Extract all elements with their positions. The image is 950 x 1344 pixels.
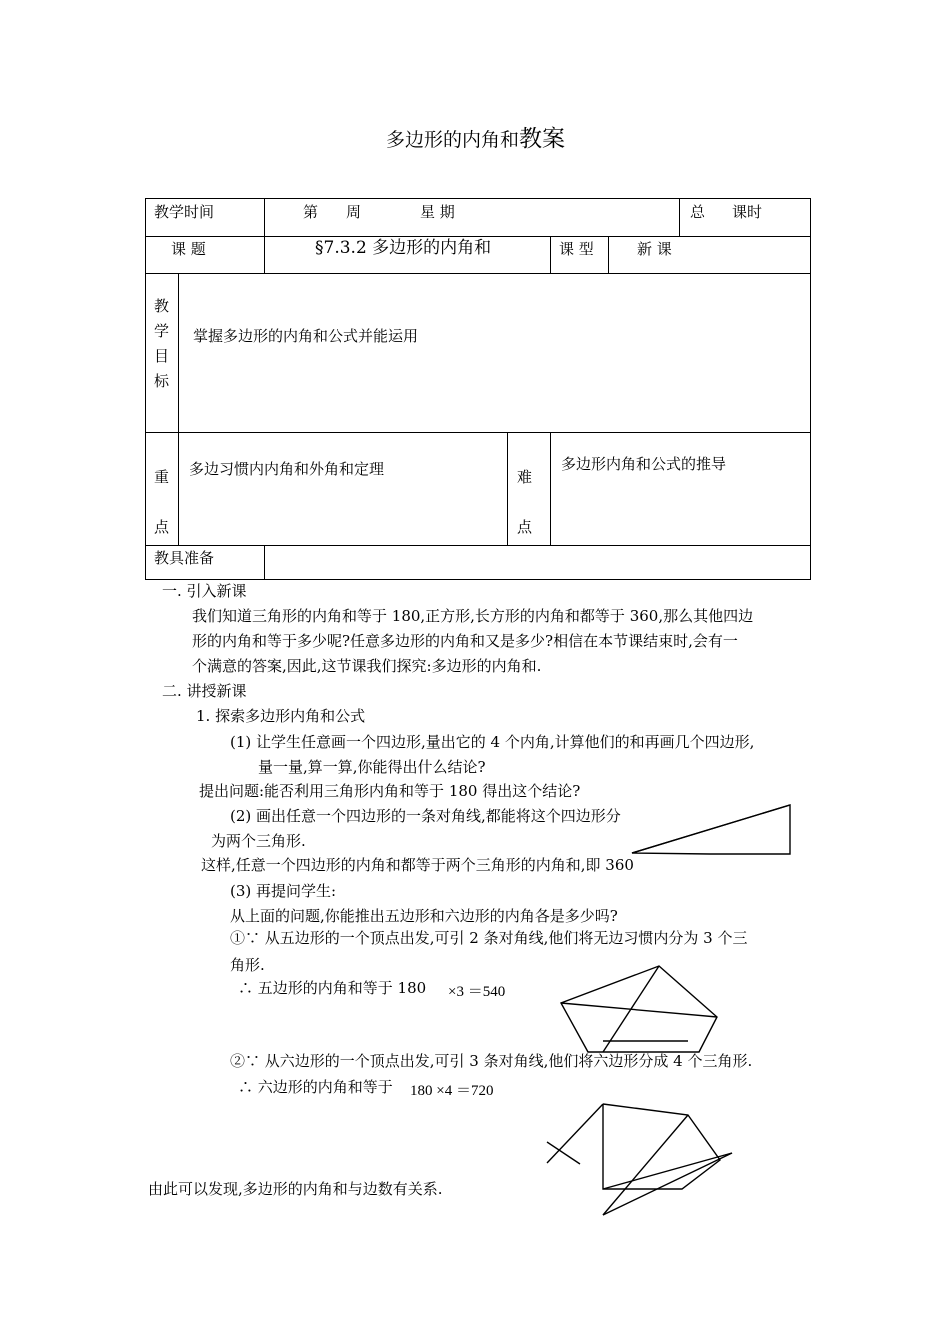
section-1-heading: 一. 引入新课 — [162, 582, 247, 600]
hard-value: 多边形内角和公式的推导 — [561, 455, 727, 473]
week-unit: 周 — [346, 203, 362, 221]
hexagon-line: ②∵ 从六边形的一个顶点出发,可引 3 条对角线,他们将六边形分成 4 个三角形. — [230, 1052, 753, 1070]
goal-label: 教 学 目 标 — [154, 297, 170, 390]
key-label: 重 点 — [154, 468, 170, 536]
question-2-line-1: (2) 画出任意一个四边形的一条对角线,都能将这个四边形分 — [230, 807, 621, 825]
type-value: 新 课 — [637, 240, 672, 258]
hexagon-formula: 180 ×4 ＝720 — [410, 1083, 494, 1099]
total-label: 总 — [690, 203, 706, 221]
question-3: (3) 再提问学生: — [230, 882, 337, 900]
weekday-label: 星 期 — [420, 203, 455, 221]
key-value: 多边习惯内内角和外角和定理 — [189, 460, 385, 478]
type-label: 课 型 — [559, 240, 594, 258]
hexagon-left-edge — [547, 1104, 603, 1163]
question-3-ask: 从上面的问题,你能推出五边形和六边形的内角各是多少吗? — [230, 907, 618, 925]
quadrilateral-conclusion: 这样,任意一个四边形的内角和都等于两个三角形的内角和,即 360 — [201, 856, 634, 874]
pentagon-line-2: 角形. — [230, 956, 265, 974]
pentagon-result: ∴ 五边形的内角和等于 180 — [238, 979, 427, 997]
section-1-line-1: 我们知道三角形的内角和等于 180,正方形,长方形的内角和都等于 360,那么其他四边 — [192, 607, 754, 625]
hard-label: 难 点 — [517, 468, 533, 536]
pentagon-line-1: ①∵ 从五边形的一个顶点出发,可引 2 条对角线,他们将无边习惯内分为 3 个三 — [230, 929, 748, 947]
week-label: 第 — [303, 203, 319, 221]
ask-question: 提出问题:能否利用三角形内角和等于 180 得出这个结论? — [199, 782, 581, 800]
time-label: 教学时间 — [154, 203, 215, 221]
question-1-line-2: 量一量,算一算,你能得出什么结论? — [258, 758, 486, 776]
tools-label: 教具准备 — [154, 549, 215, 567]
section-2-heading: 二. 讲授新课 — [162, 682, 247, 700]
pentagon-formula: ×3 ＝540 — [448, 984, 506, 1000]
title-suffix: 教案 — [519, 126, 566, 152]
question-1-line-1: (1) 让学生任意画一个四边形,量出它的 4 个内角,计算他们的和再画几个四边形, — [230, 733, 755, 751]
section-1-line-2: 形的内角和等于多少呢?任意多边形的内角和又是多少?相信在本节课结束时,会有一 — [192, 632, 738, 650]
title-main: 多边形的内角和 — [386, 129, 520, 151]
goal-value: 掌握多边形的内角和公式并能运用 — [193, 327, 419, 345]
hexagon-result: ∴ 六边形的内角和等于 — [238, 1078, 393, 1096]
lessons-label: 课时 — [732, 203, 763, 221]
section-1-line-3: 个满意的答案,因此,这节课我们探究:多边形的内角和. — [192, 657, 542, 675]
topic-value: §7.3.2 多边形的内角和 — [315, 238, 492, 258]
item-1: 1. 探索多边形内角和公式 — [196, 707, 366, 725]
topic-label: 课 题 — [171, 240, 206, 258]
hexagon-diagonal-3 — [603, 1115, 688, 1215]
final-remark: 由此可以发现,多边形的内角和与边数有关系. — [148, 1180, 443, 1198]
question-2-line-2: 为两个三角形. — [211, 832, 306, 850]
